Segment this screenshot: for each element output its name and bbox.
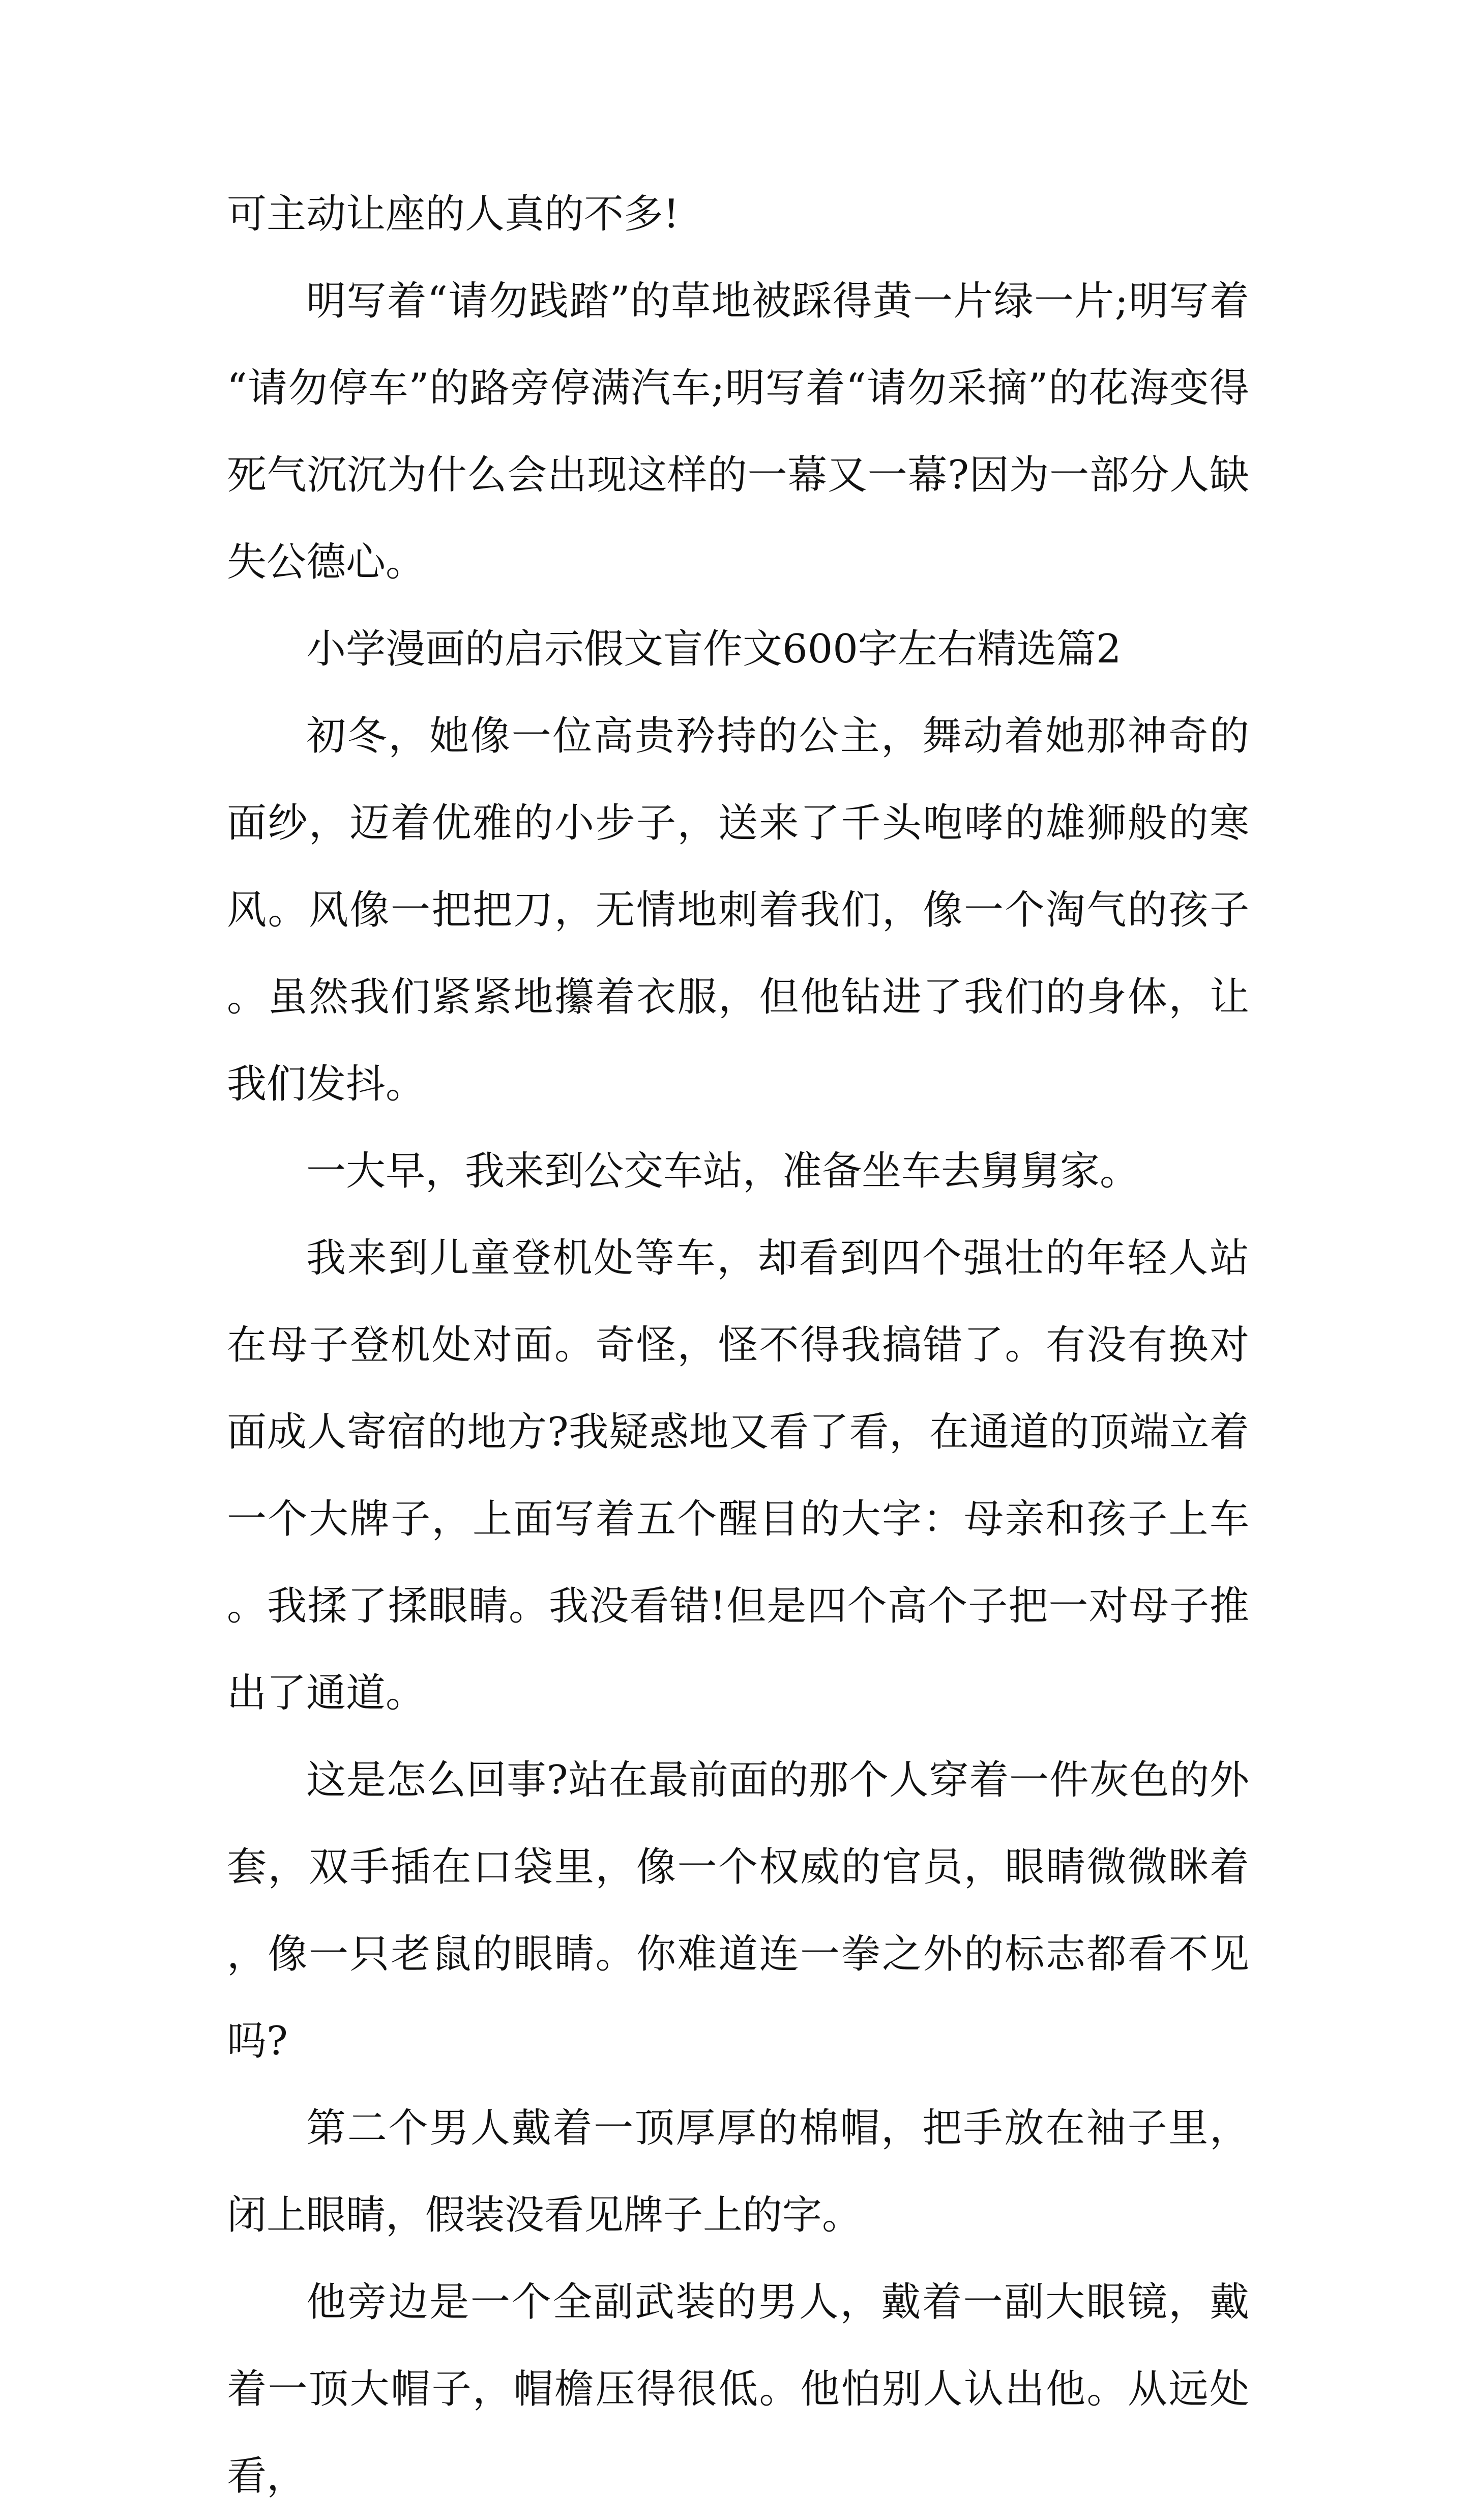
paragraph: 我来到儿童登机处等车，却看到四个强壮的年轻人站在母子登机处对面。奇怪，怪不得我搞错了。有没有换对面成人寄宿的地方?我疑惑地又看了看，在通道的顶端立着一个大牌子，上面写着五个醒目的大字：母亲和孩子上车。我揉了揉眼睛。我没看错!但是四个高个子把一对母子推出了通道。 [227,1235,1249,1716]
paragraph: 一大早，我来到公交车站，准备坐车去舅舅家。 [306,1148,1140,1194]
paragraph: 初冬，她像一位高贵矜持的公主，舞动着她那神奇的面纱，迈着优雅的小步子，送来了千头咆哮的雄狮般的寒风。风像一把把刀，无情地刺着我们，像一个淘气的孩子。虽然我们紧紧地攥着衣服，但他钻进了我们的身体，让我们发抖。 [227,713,1249,1107]
paragraph-continuation: 可主动让座的人真的不多! [227,191,680,237]
document-body [227,171,1249,2520]
section-heading: 小学漫画的启示假文盲作文600字左右精选篇2 [306,626,1122,672]
paragraph: 这是怎么回事?站在最前面的那个人穿着一件灰色的外套，双手插在口袋里，像一个权威的官员，眼睛微微眯着，像一只老鼠的眼睛。你难道连一拳之外的标志都看不见吗? [227,1757,1249,2064]
paragraph: 第二个男人戴着一顶厚厚的棉帽，把手放在袖子里，闭上眼睛，假装没看见牌子上的字。 [227,2105,1249,2238]
paragraph: 他旁边是一个全副武装的男人，戴着一副大眼镜，戴着一顶大帽子，帽檐压得很低。他怕别人认出他。从远处看， [227,2279,1249,2499]
paragraph: 明写着“请勿践踏”的草地被踩得黄一片绿一片;明写着“请勿停车”的路旁停满汽车;明写着“请勿采摘”的花海变得死气沉沉为什么会出现这样的一幕又一幕?因为一部分人缺失公德心。 [227,278,1249,585]
